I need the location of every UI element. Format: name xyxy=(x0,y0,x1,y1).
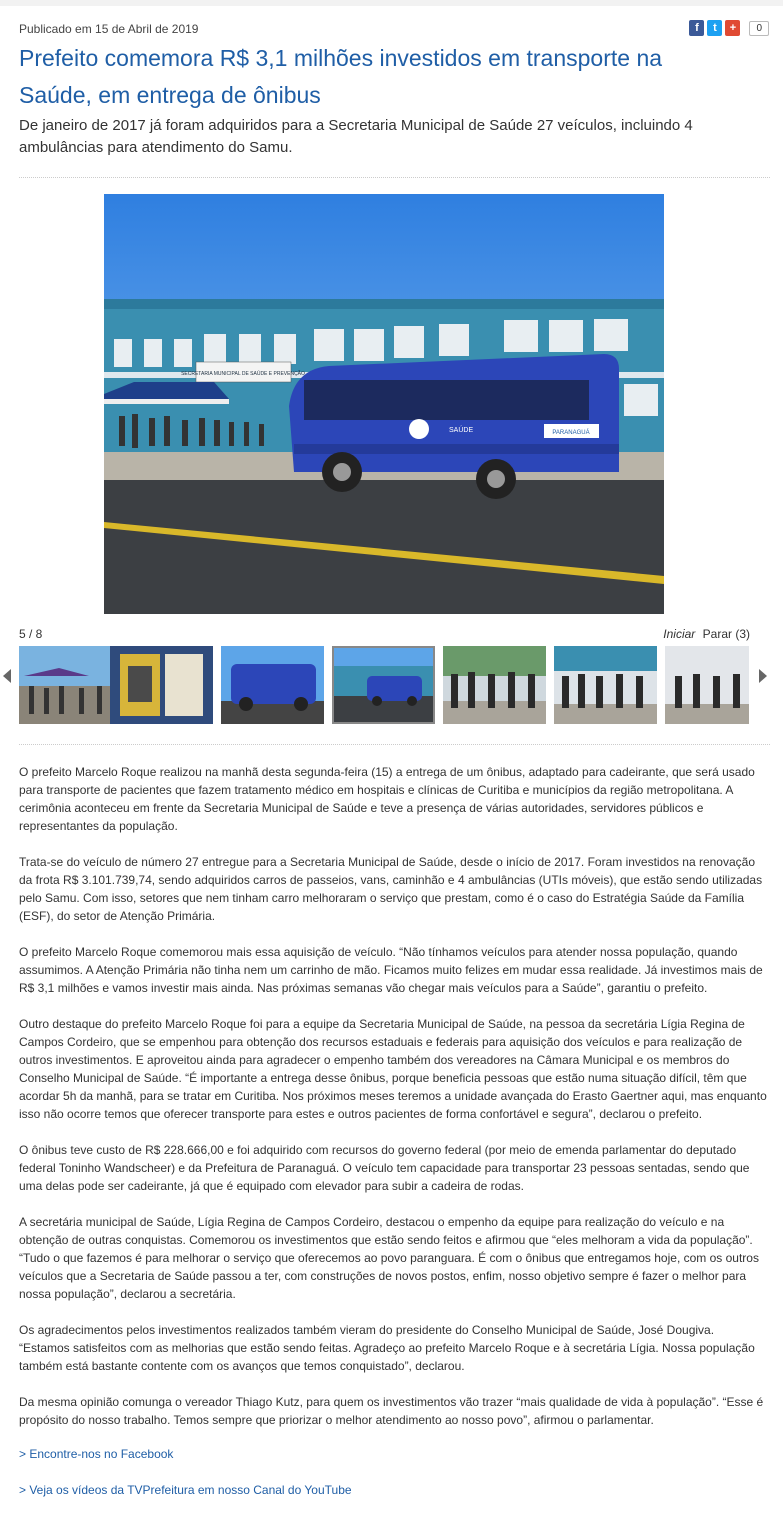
gallery-thumbnail-6[interactable] xyxy=(554,646,657,724)
article-paragraph: Os agradecimentos pelos investimentos realizados também vieram do presidente do Conselho Municipal de Saúde, José Dougiva. “Estamos satisfeitos com as melhorias que estão sendo feitas. Agradeço ao prefeito Marcelo Roque e à secretária Lígia. Nossa população também está bastante contente com os avanços que temos conquistado”, declarou. xyxy=(19,1323,755,1373)
article-body xyxy=(19,763,767,1447)
divider xyxy=(19,177,770,178)
divider xyxy=(19,744,770,745)
gallery-thumbnail-4-active[interactable] xyxy=(332,646,435,724)
gallery-thumbnail-1[interactable] xyxy=(19,646,122,724)
youtube-link[interactable]: > Veja os vídeos da TVPrefeitura em nosso Canal do YouTube xyxy=(19,1483,352,1497)
gallery-thumbnail-5[interactable] xyxy=(443,646,546,724)
article-paragraph: Outro destaque do prefeito Marcelo Roque foi para a equipe da Secretaria Municipal de Saúde, na pessoa da secretária Lígia Regina de Campos Cordeiro, que se empenhou para obtenção dos recursos estaduais e federais para aquisição dos veículos e para realização de outros investimentos. E aproveitou ainda para agradecer o empenho também dos vereadores na Câmara Municipal e os membros do Conselho Municipal de Saúde. “É importante a entrega desse ônibus, porque beneficia pessoas que estão numa situação difícil, têm que acordar 5h da manhã, para se tratar em Curitiba. Nos próximos meses teremos a unidade avançada do Erasto Gaertner aqui, mas enquanto isso não ocorre temos que oferecer transporte para estes e outros pacientes de forma confortável e segura”, declarou o prefeito. xyxy=(19,1017,767,1121)
article-paragraph: Trata-se do veículo de número 27 entregue para a Secretaria Municipal de Saúde, desde o início de 2017. Foram investidos na renovação da frota R$ 3.101.739,74, sendo adquiridos carros de passeios, vans, caminhão e 4 ambulâncias (UTIs móveis), que estão sendo utilizadas pelo Samu. Com isso, setores que nem tinham carro melhoraram o serviço que prestam, como é o caso do Estratégia Saúde da Família (ESF), do setor de Atenção Primária. xyxy=(19,855,763,923)
more-share-icon[interactable]: + xyxy=(725,20,740,36)
chevron-left-icon[interactable] xyxy=(3,669,11,683)
article-paragraph: A secretária municipal de Saúde, Lígia Regina de Campos Cordeiro, destacou o empenho da equipe para realização do veículo e na obtenção de outras conquistas. Comemorou os investimentos que estão sendo feitos e afirmou que “eles melhoram a vida da população”. “Tudo o que fazemos é para melhorar o serviço que oferecemos ao povo paranguara. É com o ônibus que entregamos hoje, com os outros veículos que a Secretaria de Saúde passou a ter, com construções de novos postos, enfim, nosso objetivo sempre é fazer o melhor para nossa população”, declarou a secretária. xyxy=(19,1215,759,1301)
building-sign-text: SECRETARIA MUNICIPAL DE SAÚDE E PREVENÇÃO xyxy=(181,371,305,377)
share-count: 0 xyxy=(749,21,769,36)
share-bar xyxy=(689,20,769,36)
facebook-link[interactable]: > Encontre-nos no Facebook xyxy=(19,1447,174,1461)
article-paragraph: Da mesma opinião comunga o vereador Thiago Kutz, para quem os investimentos vão trazer “mais qualidade de vida à população”. “Esse é propósito do nosso trabalho. Temos sempre que priorizar o melhor atendimento ao nosso povo”, afirmou o parlamentar. xyxy=(19,1395,764,1427)
publish-date: Publicado em 15 de Abril de 2019 xyxy=(19,22,199,36)
gallery-controls xyxy=(663,627,750,641)
bus-city-text: PARANAGUÁ xyxy=(552,430,590,436)
facebook-share-icon[interactable]: f xyxy=(689,20,704,36)
gallery-thumbnail-2[interactable] xyxy=(110,646,213,724)
stop-slideshow-button[interactable]: Parar xyxy=(702,627,732,641)
article-paragraph: O prefeito Marcelo Roque realizou na manhã desta segunda-feira (15) a entrega de um ônibus, adaptado para cadeirante, que será usado para transporte de pacientes que fazem tratamento médico em hospitais e clínicas de Curitiba e municípios da região metropolitana. A cerimônia aconteceu em frente da Secretaria Municipal de Saúde e teve a presença de várias autoridades, servidores públicos e representantes da população. xyxy=(19,765,755,833)
start-slideshow-button[interactable]: Iniciar xyxy=(663,627,696,641)
chevron-right-icon[interactable] xyxy=(759,669,767,683)
twitter-share-icon[interactable]: t xyxy=(707,20,722,36)
thumbnail-strip xyxy=(19,646,749,726)
gallery-thumbnail-7[interactable] xyxy=(665,646,749,724)
gallery-counter: 5 / 8 xyxy=(19,627,43,641)
article-paragraph: O prefeito Marcelo Roque comemorou mais essa aquisição de veículo. “Não tínhamos veículos para atender nossa população, quando assumimos. A Atenção Primária não tinha nem um carrinho de mão. Ficamos muito felizes em mudar essa realidade. Já investimos mais de R$ 3,1 milhões e vamos investir mais ainda. Nas próximas semanas vão chegar mais veículos para a Saúde”, garantiu o prefeito. xyxy=(19,945,763,995)
article-title: Prefeito comemora R$ 3,1 milhões investidos em transporte na Saúde, em entrega de ônibus xyxy=(19,45,663,108)
main-photo xyxy=(104,194,664,614)
slideshow-timer: (3) xyxy=(735,627,750,641)
gallery-thumbnail-3[interactable] xyxy=(221,646,324,724)
article-paragraph: O ônibus teve custo de R$ 228.666,00 e foi adquirido com recursos do governo federal (por meio de emenda parlamentar do deputado federal Toninho Wandscheer) e da Prefeitura de Paranaguá. O veículo tem capacidade para transportar 23 pessoas sentadas, sendo que uma delas pode ser cadeirante, já que é equipado com elevador para subir a cadeira de rodas. xyxy=(19,1143,750,1193)
article-lead: De janeiro de 2017 já foram adquiridos para a Secretaria Municipal de Saúde 27 veículos, incluindo 4 ambulâncias para atendimento do Samu. xyxy=(19,117,693,156)
bus-logo-text: SAÚDE xyxy=(449,427,474,434)
top-bar xyxy=(0,0,783,6)
